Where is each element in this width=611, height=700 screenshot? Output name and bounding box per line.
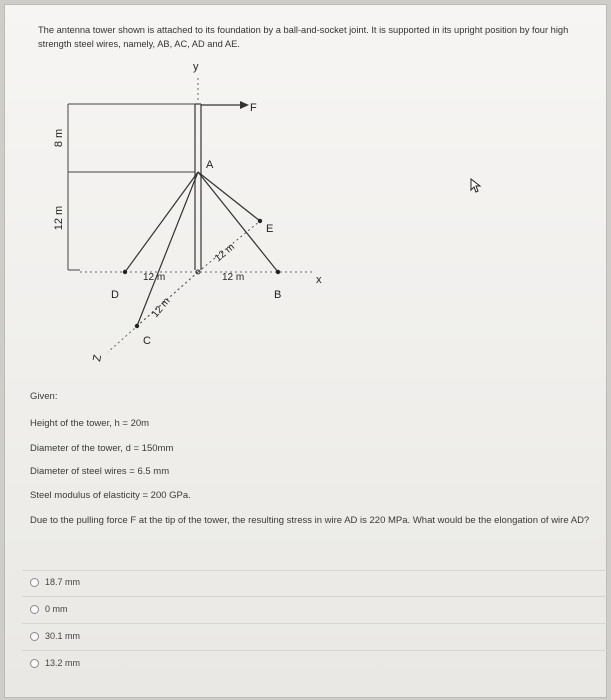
option-2-radio[interactable] — [30, 605, 39, 614]
anchor-point-c — [135, 324, 139, 328]
option-3[interactable] — [30, 631, 80, 641]
divider — [22, 623, 607, 624]
label-c: C — [143, 335, 151, 347]
force-label: F — [250, 102, 257, 114]
intro-text: The antenna tower shown is attached to its foundation by a ball-and-socket joint. It is supported in its upright position by four high strength steel wires, namely, AB, AC, AD and AE. — [38, 25, 569, 50]
given-diameter: Diameter of the tower, d = 150mm — [30, 443, 174, 454]
anchor-point-e — [258, 219, 262, 223]
option-4-radio[interactable] — [30, 659, 39, 668]
option-2-label: 0 mm — [45, 604, 68, 614]
divider — [22, 650, 607, 651]
option-1-radio[interactable] — [30, 578, 39, 587]
given-wire-diameter: Diameter of steel wires = 6.5 mm — [30, 466, 170, 477]
option-4[interactable] — [30, 658, 80, 668]
given-height: Height of the tower, h = 20m — [30, 418, 150, 429]
anchor-point-d — [123, 270, 127, 274]
label-a: A — [206, 159, 214, 171]
option-3-radio[interactable] — [30, 632, 39, 641]
dist-label-oe: 12 m — [212, 241, 237, 265]
label-d: D — [111, 289, 119, 301]
question-text: Due to the pulling force F at the tip of the tower, the resulting stress in wire AD is 220 MPa. What would be the elongation of wire AD? — [30, 515, 590, 526]
wire-ab — [198, 172, 278, 272]
wire-ad — [125, 172, 198, 272]
mouse-cursor-icon — [470, 178, 484, 194]
dim-label-upper: 8 m — [53, 128, 65, 148]
wire-ae — [198, 172, 260, 221]
dist-label-oc: 12 m — [149, 295, 173, 320]
given-heading: Given: — [30, 391, 58, 402]
y-axis-label: y — [193, 61, 199, 73]
label-e: E — [266, 223, 274, 235]
option-1[interactable] — [30, 577, 80, 587]
option-2[interactable] — [30, 604, 68, 614]
z-axis-label: Z — [91, 353, 105, 363]
dim-label-lower: 12 m — [53, 205, 65, 231]
anchor-point-b — [276, 270, 280, 274]
x-axis-label: x — [316, 274, 322, 286]
force-arrow-head — [240, 101, 249, 109]
dist-label-ob: 12 m — [222, 272, 245, 283]
label-b: B — [274, 289, 282, 301]
option-4-label: 13.2 mm — [45, 658, 81, 668]
divider — [22, 596, 607, 597]
option-3-label: 30.1 mm — [45, 631, 81, 641]
given-modulus: Steel modulus of elasticity = 200 GPa. — [30, 490, 191, 501]
option-1-label: 18.7 mm — [45, 577, 81, 587]
divider — [22, 570, 607, 571]
dist-label-od: 12 m — [143, 272, 166, 283]
